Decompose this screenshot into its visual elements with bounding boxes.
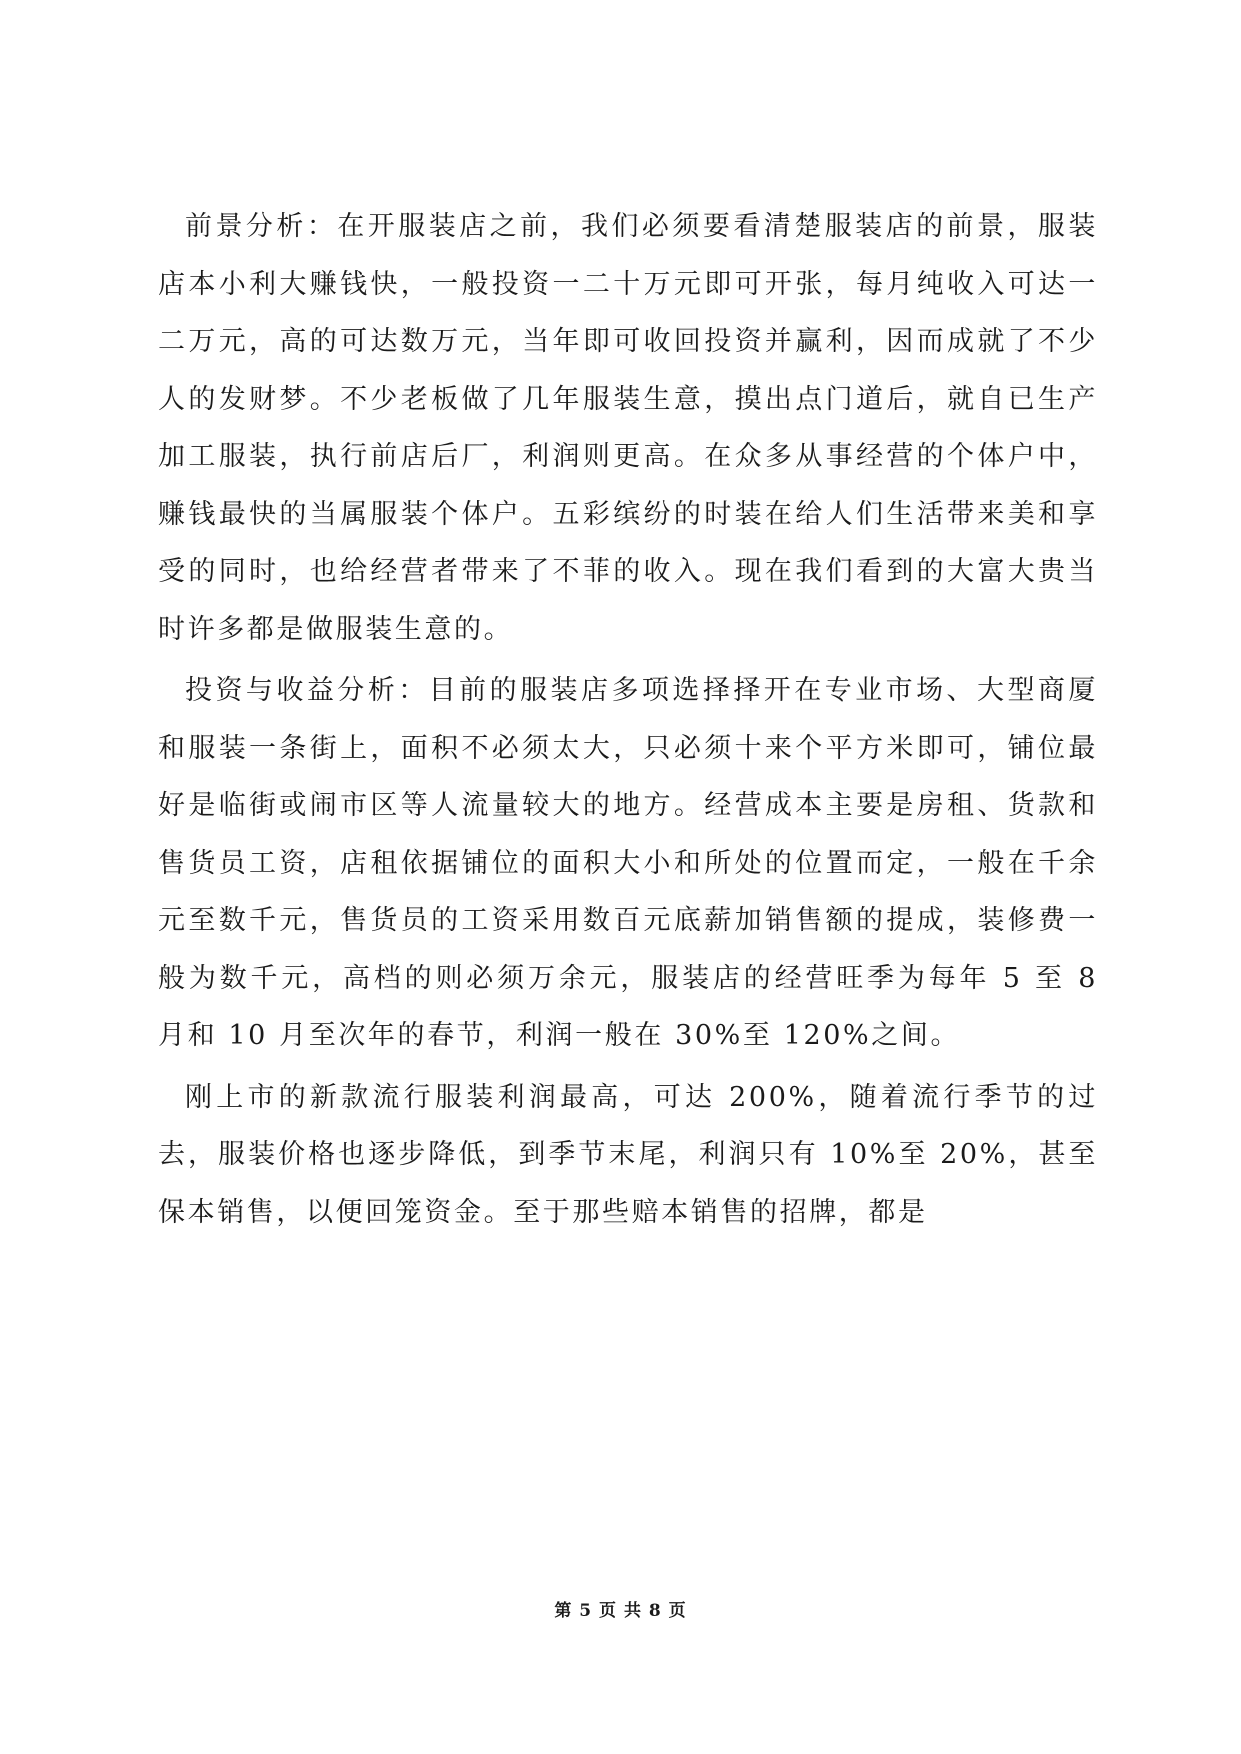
document-body (158, 198, 1098, 1241)
paragraph-profit-margin: 刚上市的新款流行服装利润最高，可达 200%，随着流行季节的过去，服装价格也逐步降低，到季节末尾，利润只有 10%至 20%，甚至保本销售，以便回笼资金。至于那些赔本销售的招牌，都是 (158, 1081, 1098, 1228)
page-number-footer: 第 5 页 共 8 页 (554, 1601, 687, 1621)
paragraph-prospect-analysis: 前景分析：在开服装店之前，我们必须要看清楚服装店的前景，服装店本小利大赚钱快，一般投资一二十万元即可开张，每月纯收入可达一二万元，高的可达数万元，当年即可收回投资并赢利，因而成就了不少人的发财梦。不少老板做了几年服装生意，摸出点门道后，就自已生产加工服装，执行前店后厂，利润则更高。在众多从事经营的个体户中，赚钱最快的当属服装个体户。五彩缤纷的时装在给人们生活带来美和享受的同时，也给经营者带来了不菲的收入。现在我们看到的大富大贵当时许多都是做服装生意的。 (158, 211, 1098, 645)
paragraph-investment-analysis: 投资与收益分析：目前的服装店多项选择择开在专业市场、大型商厦和服装一条街上，面积不必须太大，只必须十来个平方米即可，铺位最好是临街或闹市区等人流量较大的地方。经营成本主要是房租、货款和售货员工资，店租依据铺位的面积大小和所处的位置而定，一般在千余元至数千元，售货员的工资采用数百元底薪加销售额的提成，装修费一般为数千元，高档的则必须万余元，服装店的经营旺季为每年 5 至 8 月和 10 月至次年的春节，利润一般在 30%至 120%之间。 (158, 675, 1098, 1051)
